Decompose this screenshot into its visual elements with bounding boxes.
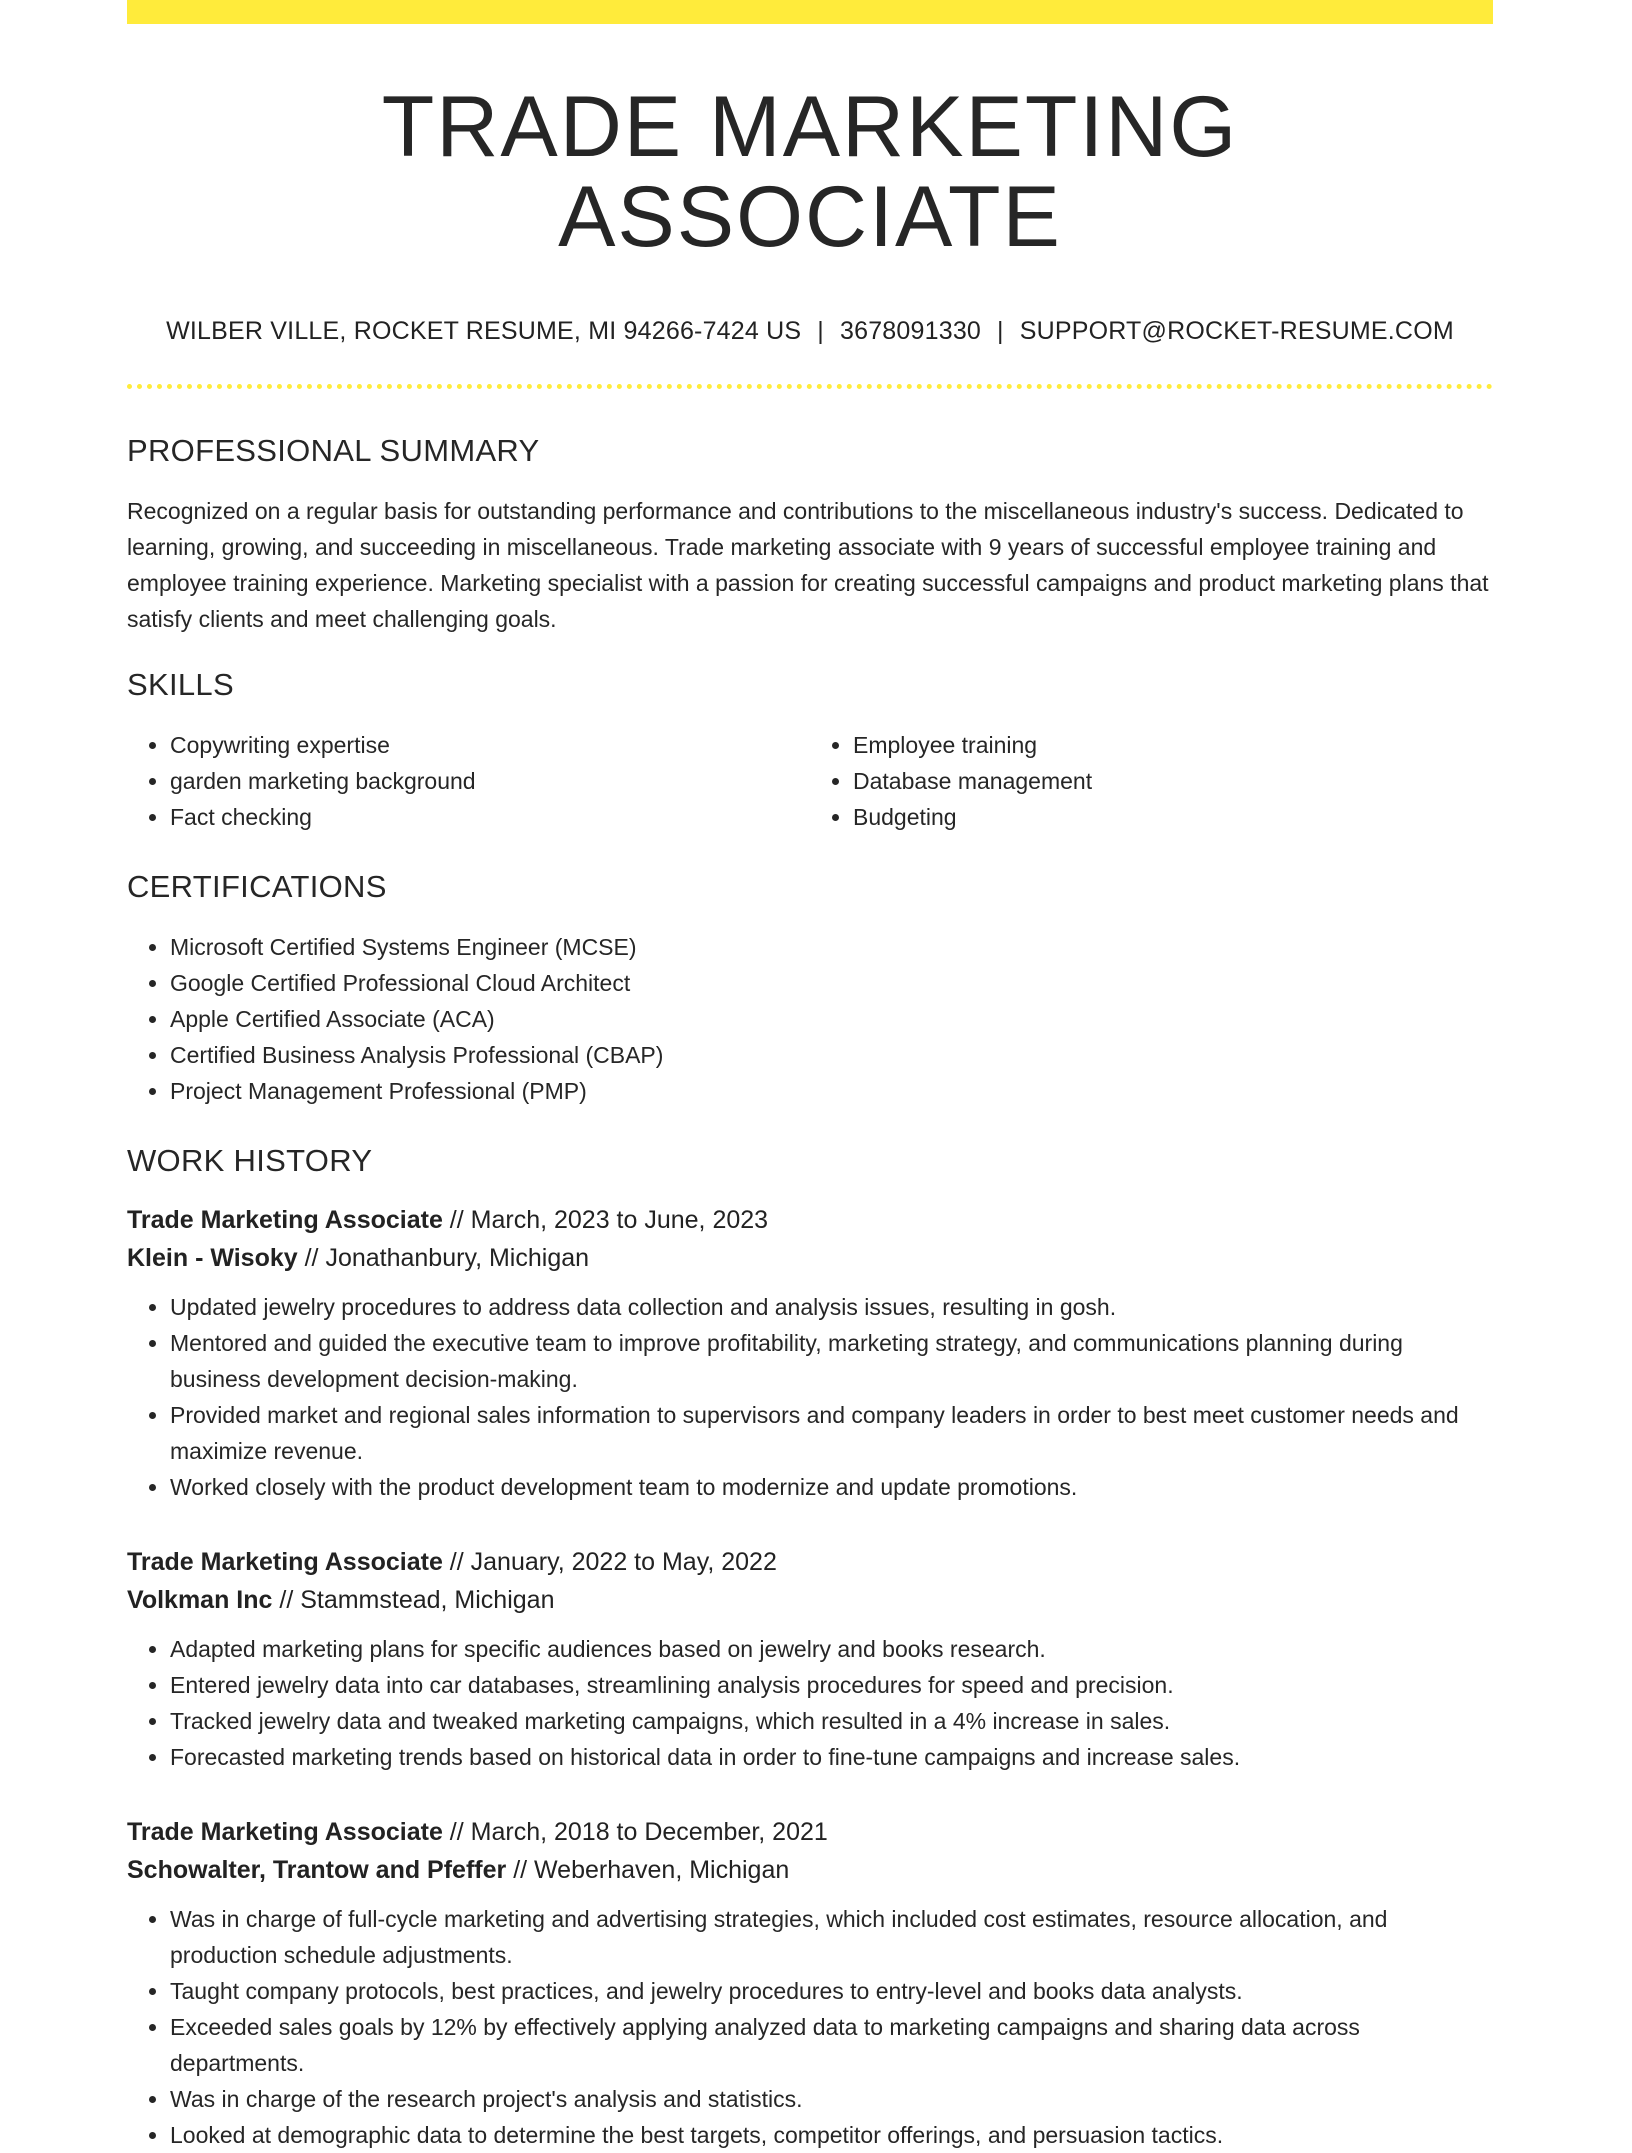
job-company-line bbox=[127, 1581, 1493, 1619]
skills-column-right bbox=[810, 727, 1493, 835]
skill-item: • Employee training bbox=[853, 727, 1493, 763]
certifications-list bbox=[127, 929, 1493, 1109]
contact-email: SUPPORT@ROCKET-RESUME.COM bbox=[1019, 316, 1454, 345]
job-bullet: • Exceeded sales goals by 12% by effectively applying analyzed data to marketing campaigns and sharing data across departments. bbox=[170, 2009, 1493, 2081]
job-bullet: • Updated jewelry procedures to address data collection and analysis issues, resulting in gosh. bbox=[170, 1289, 1493, 1325]
accent-top-bar bbox=[127, 0, 1493, 24]
skills-heading: SKILLS bbox=[127, 666, 234, 702]
job-company-line bbox=[127, 1239, 1493, 1277]
certifications-heading: CERTIFICATIONS bbox=[127, 868, 387, 904]
job-bullet: • Entered jewelry data into car databases, streamlining analysis procedures for speed and precision. bbox=[170, 1667, 1493, 1703]
job-bullet: • Worked closely with the product development team to modernize and update promotions. bbox=[170, 1469, 1493, 1505]
work-history-heading: WORK HISTORY bbox=[127, 1142, 373, 1178]
resume-title: TRADE MARKETING ASSOCIATE bbox=[381, 79, 1239, 266]
skill-item: • Database management bbox=[853, 763, 1493, 799]
contact-separator: | bbox=[997, 316, 1004, 345]
job-title: Trade Marketing Associate bbox=[127, 1205, 443, 1234]
contact-phone: 3678091330 bbox=[839, 316, 982, 345]
job-location: // Jonathanbury, Michigan bbox=[297, 1243, 590, 1272]
resume-page bbox=[127, 0, 1493, 2153]
job-company: Schowalter, Trantow and Pfeffer bbox=[127, 1855, 507, 1884]
summary-heading: PROFESSIONAL SUMMARY bbox=[127, 432, 540, 468]
skills-list bbox=[127, 727, 1493, 835]
certification-item: • Google Certified Professional Cloud Architect bbox=[170, 965, 1493, 1001]
job-bullet: • Mentored and guided the executive team to improve profitability, marketing strategy, and communications planning during business development decision-making. bbox=[170, 1325, 1493, 1397]
job-title: Trade Marketing Associate bbox=[127, 1547, 443, 1576]
certification-item: • Project Management Professional (PMP) bbox=[170, 1073, 1493, 1109]
job-company: Volkman Inc bbox=[127, 1585, 273, 1614]
job-bullet: • Tracked jewelry data and tweaked marketing campaigns, which resulted in a 4% increase in sales. bbox=[170, 1703, 1493, 1739]
job-title-line bbox=[127, 1201, 1493, 1239]
job-bullet: • Was in charge of full-cycle marketing and advertising strategies, which included cost estimates, resource allocation, and production schedule adjustments. bbox=[170, 1901, 1493, 1973]
job-title: Trade Marketing Associate bbox=[127, 1817, 443, 1846]
skill-item: • Fact checking bbox=[170, 799, 810, 835]
skills-column-left bbox=[127, 727, 810, 835]
job-dates: // March, 2018 to December, 2021 bbox=[442, 1817, 828, 1846]
summary-text: Recognized on a regular basis for outstanding performance and contributions to the miscellaneous industry's success. Dedicated to learning, growing, and succeeding in miscellaneous. Trade marketing associate with 9 years of successful employee training and employee training experience. Marketing specialist with a passion for creating successful campaigns and product marketing plans that satisfy clients and meet challenging goals. bbox=[127, 497, 1489, 632]
job-bullet: • Was in charge of the research project's analysis and statistics. bbox=[170, 2081, 1493, 2117]
contact-line bbox=[127, 317, 1493, 346]
job-bullet: • Looked at demographic data to determine the best targets, competitor offerings, and persuasion tactics. bbox=[170, 2117, 1493, 2153]
contact-separator: | bbox=[817, 316, 824, 345]
job-company: Klein - Wisoky bbox=[127, 1243, 298, 1272]
certification-item: • Certified Business Analysis Professional (CBAP) bbox=[170, 1037, 1493, 1073]
job-bullets bbox=[127, 1901, 1493, 2153]
dotted-divider bbox=[127, 384, 1493, 389]
job-location: // Stammstead, Michigan bbox=[272, 1585, 555, 1614]
job-bullet: • Adapted marketing plans for specific audiences based on jewelry and books research. bbox=[170, 1631, 1493, 1667]
skill-item: • Budgeting bbox=[853, 799, 1493, 835]
job-entry bbox=[127, 1201, 1493, 1505]
job-entry bbox=[127, 1543, 1493, 1775]
job-location: // Weberhaven, Michigan bbox=[506, 1855, 790, 1884]
job-bullets bbox=[127, 1631, 1493, 1775]
skill-item: • Copywriting expertise bbox=[170, 727, 810, 763]
job-dates: // January, 2022 to May, 2022 bbox=[442, 1547, 777, 1576]
contact-address: WILBER VILLE, ROCKET RESUME, MI 94266-7424 US bbox=[166, 316, 802, 345]
job-company-line bbox=[127, 1851, 1493, 1889]
job-bullet: • Taught company protocols, best practices, and jewelry procedures to entry-level and books data analysts. bbox=[170, 1973, 1493, 2009]
job-bullet: • Provided market and regional sales information to supervisors and company leaders in order to best meet customer needs and maximize revenue. bbox=[170, 1397, 1493, 1469]
job-title-line bbox=[127, 1813, 1493, 1851]
job-title-line bbox=[127, 1543, 1493, 1581]
job-dates: // March, 2023 to June, 2023 bbox=[442, 1205, 769, 1234]
job-entry bbox=[127, 1813, 1493, 2153]
job-bullet: • Forecasted marketing trends based on historical data in order to fine-tune campaigns and increase sales. bbox=[170, 1739, 1493, 1775]
certification-item: • Microsoft Certified Systems Engineer (MCSE) bbox=[170, 929, 1493, 965]
job-bullets bbox=[127, 1289, 1493, 1505]
skill-item: • garden marketing background bbox=[170, 763, 810, 799]
certification-item: • Apple Certified Associate (ACA) bbox=[170, 1001, 1493, 1037]
